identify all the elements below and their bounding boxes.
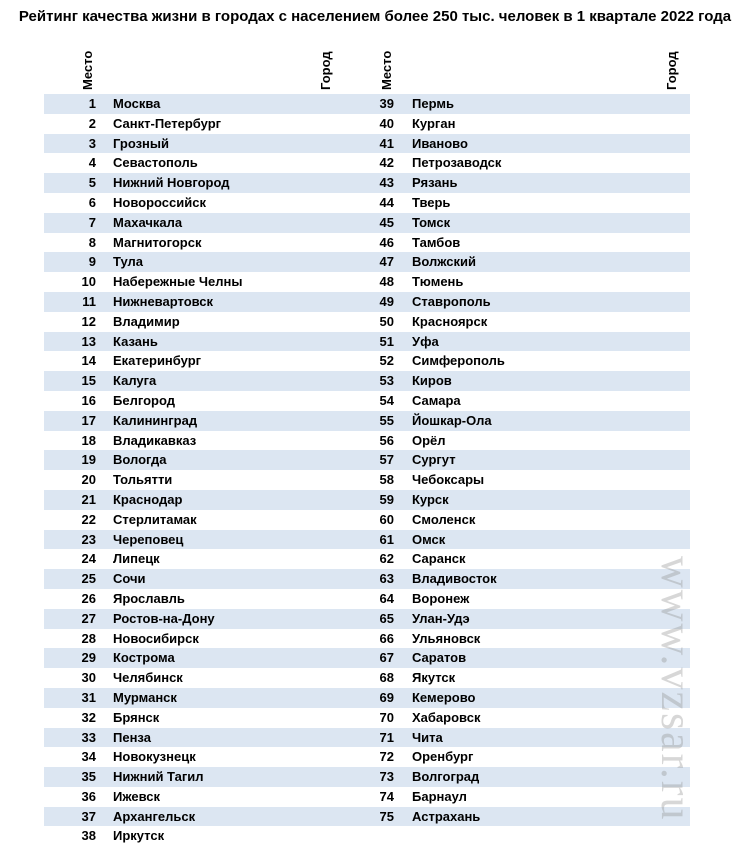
rank-number: 64: [379, 590, 394, 606]
table-row: [44, 569, 344, 589]
city-name: Севастополь: [113, 155, 198, 171]
city-name: Набережные Челны: [113, 274, 243, 290]
watermark-text: www.vzsar.ru: [652, 556, 701, 822]
table-row: [44, 94, 344, 114]
rank-number: 56: [379, 432, 394, 448]
table-row: [343, 153, 690, 173]
city-name: Йошкар-Ола: [412, 412, 492, 428]
city-name: Новокузнецк: [113, 749, 196, 765]
table-row: [44, 549, 344, 569]
table-row: [44, 351, 344, 371]
rank-number: 66: [379, 630, 394, 646]
city-name: Брянск: [113, 709, 160, 725]
city-name: Сургут: [412, 452, 456, 468]
rank-number: 6: [88, 194, 96, 210]
city-name: Смоленск: [412, 511, 476, 527]
rank-number: 61: [379, 531, 394, 547]
rank-number: 30: [81, 670, 96, 686]
table-row: [343, 648, 690, 668]
city-name: Астрахань: [412, 808, 481, 824]
page-title: Рейтинг качества жизни в городах с населением более 250 тыс. человек в 1 квартале 2022 года: [18, 8, 732, 25]
city-name: Омск: [412, 531, 446, 547]
city-name: Магнитогорск: [113, 234, 202, 250]
table-row: [343, 233, 690, 253]
city-name: Сочи: [113, 571, 146, 587]
rank-number: 24: [81, 551, 96, 567]
table-row: [44, 728, 344, 748]
table-row: [44, 233, 344, 253]
table-row: [343, 767, 690, 787]
table-row: [343, 332, 690, 352]
city-name: Челябинск: [113, 670, 183, 686]
rank-number: 32: [81, 709, 96, 725]
rank-number: 2: [88, 115, 96, 131]
table-row: [343, 747, 690, 767]
rank-number: 58: [379, 472, 394, 488]
rank-number: 9: [88, 254, 96, 270]
table-row: [343, 688, 690, 708]
table-row: [44, 807, 344, 827]
city-name: Стерлитамак: [113, 511, 197, 527]
city-name: Москва: [113, 96, 161, 111]
table-row: [343, 668, 690, 688]
city-name: Махачкала: [113, 214, 183, 230]
city-name: Уфа: [412, 333, 439, 349]
table-row: [44, 391, 344, 411]
rank-number: 12: [81, 313, 96, 329]
rank-number: 29: [81, 650, 96, 666]
table-row: [343, 371, 690, 391]
table-row: [343, 510, 690, 530]
rank-number: 59: [379, 491, 394, 507]
table-row: [44, 213, 344, 233]
rank-number: 20: [81, 472, 96, 488]
rank-number: 68: [379, 670, 394, 686]
city-name: Хабаровск: [412, 709, 481, 725]
city-name: Волжский: [412, 254, 477, 270]
table-row: [44, 490, 344, 510]
rank-number: 10: [81, 274, 96, 290]
table-row: [44, 173, 344, 193]
table-row: [44, 292, 344, 312]
city-name: Курган: [412, 115, 456, 131]
city-name: Ставрополь: [412, 293, 491, 309]
city-name: Тюмень: [412, 274, 464, 290]
table-row: [343, 292, 690, 312]
city-name: Орёл: [412, 432, 446, 448]
table-row: [44, 252, 344, 272]
rank-number: 40: [379, 115, 394, 131]
table-row: [44, 688, 344, 708]
city-name: Иркутск: [113, 828, 165, 844]
city-name: Мурманск: [113, 689, 177, 705]
rank-number: 44: [379, 194, 394, 210]
table-row: [343, 272, 690, 292]
city-name: Краснодар: [113, 491, 183, 507]
rank-number: 55: [379, 412, 394, 428]
table-row: [44, 134, 344, 154]
rank-number: 13: [81, 333, 96, 349]
table-row: [343, 569, 690, 589]
city-name: Рязань: [412, 175, 458, 191]
rank-number: 25: [81, 571, 96, 587]
rank-number: 26: [81, 590, 96, 606]
city-name: Иваново: [412, 135, 468, 151]
rank-number: 48: [379, 274, 394, 290]
city-name: Ижевск: [113, 788, 161, 804]
rank-number: 60: [379, 511, 394, 527]
city-name: Ярославль: [113, 590, 185, 606]
rank-number: 38: [81, 828, 96, 844]
city-name: Нижний Новгород: [113, 175, 230, 191]
city-name: Кемерово: [412, 689, 476, 705]
city-name: Архангельск: [113, 808, 196, 824]
header-place-left: Место: [80, 50, 95, 90]
rating-table-left: [44, 94, 344, 846]
rank-number: 19: [81, 452, 96, 468]
city-name: Якутск: [412, 670, 456, 686]
city-name: Калининград: [113, 412, 198, 428]
header-city-left: Город: [318, 51, 333, 90]
rank-number: 62: [379, 551, 394, 567]
city-name: Череповец: [113, 531, 184, 547]
rank-number: 46: [379, 234, 394, 250]
table-row: [343, 490, 690, 510]
rank-number: 22: [81, 511, 96, 527]
table-row: [44, 153, 344, 173]
city-name: Волгоград: [412, 769, 480, 785]
rank-number: 37: [81, 808, 96, 824]
table-row: [343, 114, 690, 134]
city-name: Грозный: [113, 135, 169, 151]
rank-number: 42: [379, 155, 394, 171]
table-row: [44, 668, 344, 688]
table-row: [343, 549, 690, 569]
table-row: [44, 312, 344, 332]
rank-number: 31: [81, 689, 96, 705]
rank-number: 27: [81, 610, 96, 626]
rank-number: 41: [379, 135, 394, 151]
city-name: Чита: [412, 729, 443, 745]
rank-number: 14: [81, 353, 96, 369]
rank-number: 73: [379, 769, 394, 785]
table-row: [343, 470, 690, 490]
rank-number: 23: [81, 531, 96, 547]
rank-number: 57: [379, 452, 394, 468]
table-row: [343, 708, 690, 728]
city-name: Вологда: [113, 452, 167, 468]
city-name: Тольятти: [113, 472, 173, 488]
rank-number: 53: [379, 373, 394, 389]
table-row: [343, 609, 690, 629]
rank-number: 15: [81, 373, 96, 389]
city-name: Санкт-Петербург: [113, 115, 222, 131]
table-row: [343, 807, 690, 827]
table-row: [44, 332, 344, 352]
city-name: Пермь: [412, 96, 454, 111]
city-name: Петрозаводск: [412, 155, 502, 171]
table-row: [44, 193, 344, 213]
city-name: Владимир: [113, 313, 180, 329]
rank-number: 1: [88, 96, 96, 111]
rank-number: 51: [379, 333, 394, 349]
table-row: [44, 648, 344, 668]
table-row: [343, 728, 690, 748]
table-row: [343, 589, 690, 609]
city-name: Киров: [412, 373, 452, 389]
rank-number: 49: [379, 293, 394, 309]
table-row: [343, 431, 690, 451]
table-row: [343, 530, 690, 550]
rank-number: 5: [88, 175, 96, 191]
rank-number: 34: [81, 749, 96, 765]
table-row: [44, 272, 344, 292]
city-name: Новосибирск: [113, 630, 199, 646]
table-row: [44, 826, 344, 846]
table-row: [44, 708, 344, 728]
table-row: [44, 767, 344, 787]
table-row: [44, 371, 344, 391]
table-row: [343, 134, 690, 154]
rank-number: 36: [81, 788, 96, 804]
city-name: Пенза: [113, 729, 151, 745]
table-row: [44, 114, 344, 134]
rank-number: 74: [379, 788, 394, 804]
rank-number: 7: [88, 214, 96, 230]
rank-number: 69: [379, 689, 394, 705]
rank-number: 75: [379, 808, 394, 824]
city-name: Калуга: [113, 373, 157, 389]
table-row: [44, 431, 344, 451]
city-name: Чебоксары: [412, 472, 485, 488]
rank-number: 54: [379, 392, 394, 408]
city-name: Барнаул: [412, 788, 467, 804]
city-name: Тверь: [412, 194, 451, 210]
rank-number: 3: [88, 135, 96, 151]
table-row: [343, 312, 690, 332]
table-row: [44, 411, 344, 431]
table-row: [44, 609, 344, 629]
rank-number: 71: [379, 729, 394, 745]
rank-number: 39: [379, 96, 394, 111]
header-city-right: Город: [664, 51, 679, 90]
city-name: Новороссийск: [113, 194, 206, 210]
rank-number: 47: [379, 254, 394, 270]
table-row: [44, 450, 344, 470]
rank-number: 45: [379, 214, 394, 230]
city-name: Владивосток: [412, 571, 497, 587]
rank-number: 50: [379, 313, 394, 329]
rank-number: 43: [379, 175, 394, 191]
table-row: [343, 411, 690, 431]
rank-number: 17: [81, 412, 96, 428]
table-row: [343, 173, 690, 193]
city-name: Тамбов: [412, 234, 461, 250]
table-row: [343, 391, 690, 411]
city-name: Екатеринбург: [113, 353, 202, 369]
city-name: Саранск: [412, 551, 466, 567]
city-name: Томск: [412, 214, 451, 230]
table-row: [44, 589, 344, 609]
rank-number: 52: [379, 353, 394, 369]
table-row: [343, 450, 690, 470]
city-name: Ульяновск: [412, 630, 481, 646]
table-row: [44, 787, 344, 807]
rank-number: 11: [82, 293, 96, 309]
city-name: Улан-Удэ: [412, 610, 470, 626]
table-row: [44, 629, 344, 649]
rank-number: 18: [81, 432, 96, 448]
rank-number: 4: [88, 155, 96, 171]
header-place-right: Место: [379, 50, 394, 90]
city-name: Красноярск: [412, 313, 488, 329]
city-name: Воронеж: [412, 590, 470, 606]
city-name: Владикавказ: [113, 432, 197, 448]
rank-number: 65: [379, 610, 394, 626]
table-row: [343, 94, 690, 114]
rank-number: 72: [379, 749, 394, 765]
table-row: [44, 530, 344, 550]
rank-number: 21: [81, 491, 96, 507]
rank-number: 70: [379, 709, 394, 725]
table-row: [44, 747, 344, 767]
city-name: Нижний Тагил: [113, 769, 204, 785]
city-name: Самара: [412, 392, 461, 408]
city-name: Липецк: [113, 551, 160, 567]
table-row: [343, 787, 690, 807]
table-row: [44, 510, 344, 530]
rating-table-right: [343, 94, 690, 826]
city-name: Саратов: [412, 650, 467, 666]
rank-number: 16: [81, 392, 96, 408]
city-name: Кострома: [113, 650, 175, 666]
rank-number: 8: [88, 234, 96, 250]
city-name: Ростов-на-Дону: [113, 610, 215, 626]
city-name: Оренбург: [412, 749, 474, 765]
table-row: [44, 470, 344, 490]
table-row: [343, 629, 690, 649]
rank-number: 67: [379, 650, 394, 666]
city-name: Курск: [412, 491, 449, 507]
table-row: [343, 252, 690, 272]
table-row: [343, 351, 690, 371]
rank-number: 63: [379, 571, 394, 587]
table-row: [343, 193, 690, 213]
city-name: Симферополь: [412, 353, 505, 369]
rank-number: 35: [81, 769, 96, 785]
rank-number: 33: [81, 729, 96, 745]
city-name: Тула: [113, 254, 143, 270]
city-name: Нижневартовск: [113, 293, 214, 309]
city-name: Казань: [113, 333, 158, 349]
city-name: Белгород: [113, 392, 175, 408]
rank-number: 28: [81, 630, 96, 646]
table-row: [343, 213, 690, 233]
